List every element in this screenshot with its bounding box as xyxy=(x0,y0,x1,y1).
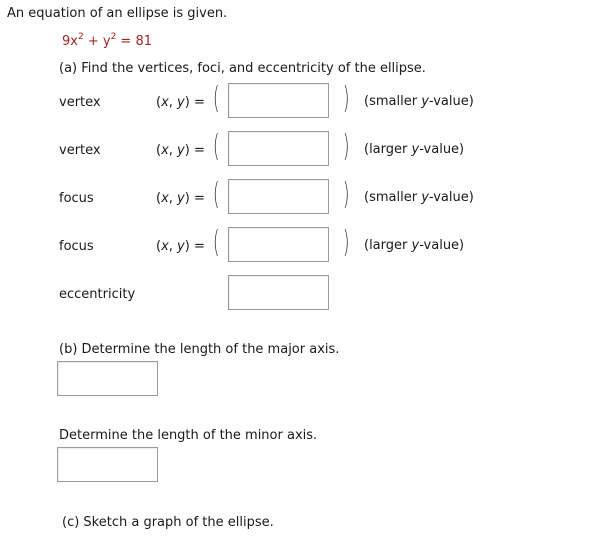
vertex-larger-input[interactable] xyxy=(228,131,329,166)
hint-post: -value) xyxy=(419,142,465,157)
major-axis-input[interactable] xyxy=(57,361,158,396)
focus-smaller-input[interactable] xyxy=(228,179,329,214)
coord-sep: , xyxy=(168,95,178,110)
coord-label-3 xyxy=(156,191,205,206)
coord-open: ( xyxy=(156,191,162,206)
question-minor-axis: Determine the length of the minor axis. xyxy=(59,428,318,443)
equation-term-2: + y xyxy=(83,34,111,49)
coord-x: x xyxy=(161,95,169,110)
coord-sep: , xyxy=(168,191,178,206)
open-paren-2: ( xyxy=(213,129,220,164)
coord-y: y xyxy=(177,239,185,254)
hint-var: y xyxy=(421,190,429,205)
hint-4 xyxy=(364,238,464,253)
coord-y: y xyxy=(177,95,185,110)
focus-larger-input[interactable] xyxy=(228,227,329,262)
coord-y: y xyxy=(177,143,185,158)
coord-open: ( xyxy=(156,95,162,110)
coord-close: ) = xyxy=(184,143,205,158)
coord-sep: , xyxy=(168,143,178,158)
row-label-vertex-1: vertex xyxy=(59,95,101,110)
hint-var: y xyxy=(411,142,420,157)
coord-close: ) = xyxy=(184,95,205,110)
question-a: (a) Find the vertices, foci, and eccentricity of the ellipse. xyxy=(59,61,426,76)
close-paren-4: ) xyxy=(343,225,350,260)
eccentricity-label: eccentricity xyxy=(59,287,136,302)
coord-open: ( xyxy=(156,143,162,158)
row-label-vertex-2: vertex xyxy=(59,143,101,158)
open-paren-1: ( xyxy=(213,81,220,116)
hint-post: -value) xyxy=(419,238,465,253)
equation-exponent-1: 2 xyxy=(77,31,84,42)
hint-1 xyxy=(364,94,474,109)
coord-y: y xyxy=(177,191,185,206)
eccentricity-input[interactable] xyxy=(228,275,329,310)
vertex-smaller-input[interactable] xyxy=(228,83,329,118)
row-label-focus-2: focus xyxy=(59,239,94,254)
hint-pre: (smaller xyxy=(364,94,422,109)
hint-post: -value) xyxy=(428,190,474,205)
hint-pre: (larger xyxy=(364,238,412,253)
coord-label-2 xyxy=(156,143,205,158)
ellipse-equation xyxy=(62,31,152,49)
hint-var: y xyxy=(421,94,429,109)
hint-pre: (larger xyxy=(364,142,412,157)
row-label-focus-1: focus xyxy=(59,191,94,206)
equation-term-3: = 81 xyxy=(116,34,152,49)
hint-var: y xyxy=(411,238,420,253)
question-c: (c) Sketch a graph of the ellipse. xyxy=(62,515,274,530)
close-paren-1: ) xyxy=(343,81,350,116)
coord-close: ) = xyxy=(184,191,205,206)
equation-exponent-2: 2 xyxy=(110,31,117,42)
problem-intro: An equation of an ellipse is given. xyxy=(7,6,228,21)
equation-term-1: 9x xyxy=(62,34,78,49)
coord-x: x xyxy=(161,191,169,206)
coord-label-4 xyxy=(156,239,205,254)
close-paren-2: ) xyxy=(343,129,350,164)
coord-close: ) = xyxy=(184,239,205,254)
close-paren-3: ) xyxy=(343,177,350,212)
coord-label-1 xyxy=(156,95,205,110)
open-paren-4: ( xyxy=(213,225,220,260)
hint-2 xyxy=(364,142,464,157)
coord-sep: , xyxy=(168,239,178,254)
minor-axis-input[interactable] xyxy=(57,447,158,482)
coord-open: ( xyxy=(156,239,162,254)
hint-post: -value) xyxy=(428,94,474,109)
coord-x: x xyxy=(161,239,169,254)
hint-pre: (smaller xyxy=(364,190,422,205)
question-b: (b) Determine the length of the major axis. xyxy=(59,342,340,357)
hint-3 xyxy=(364,190,474,205)
coord-x: x xyxy=(161,143,169,158)
open-paren-3: ( xyxy=(213,177,220,212)
